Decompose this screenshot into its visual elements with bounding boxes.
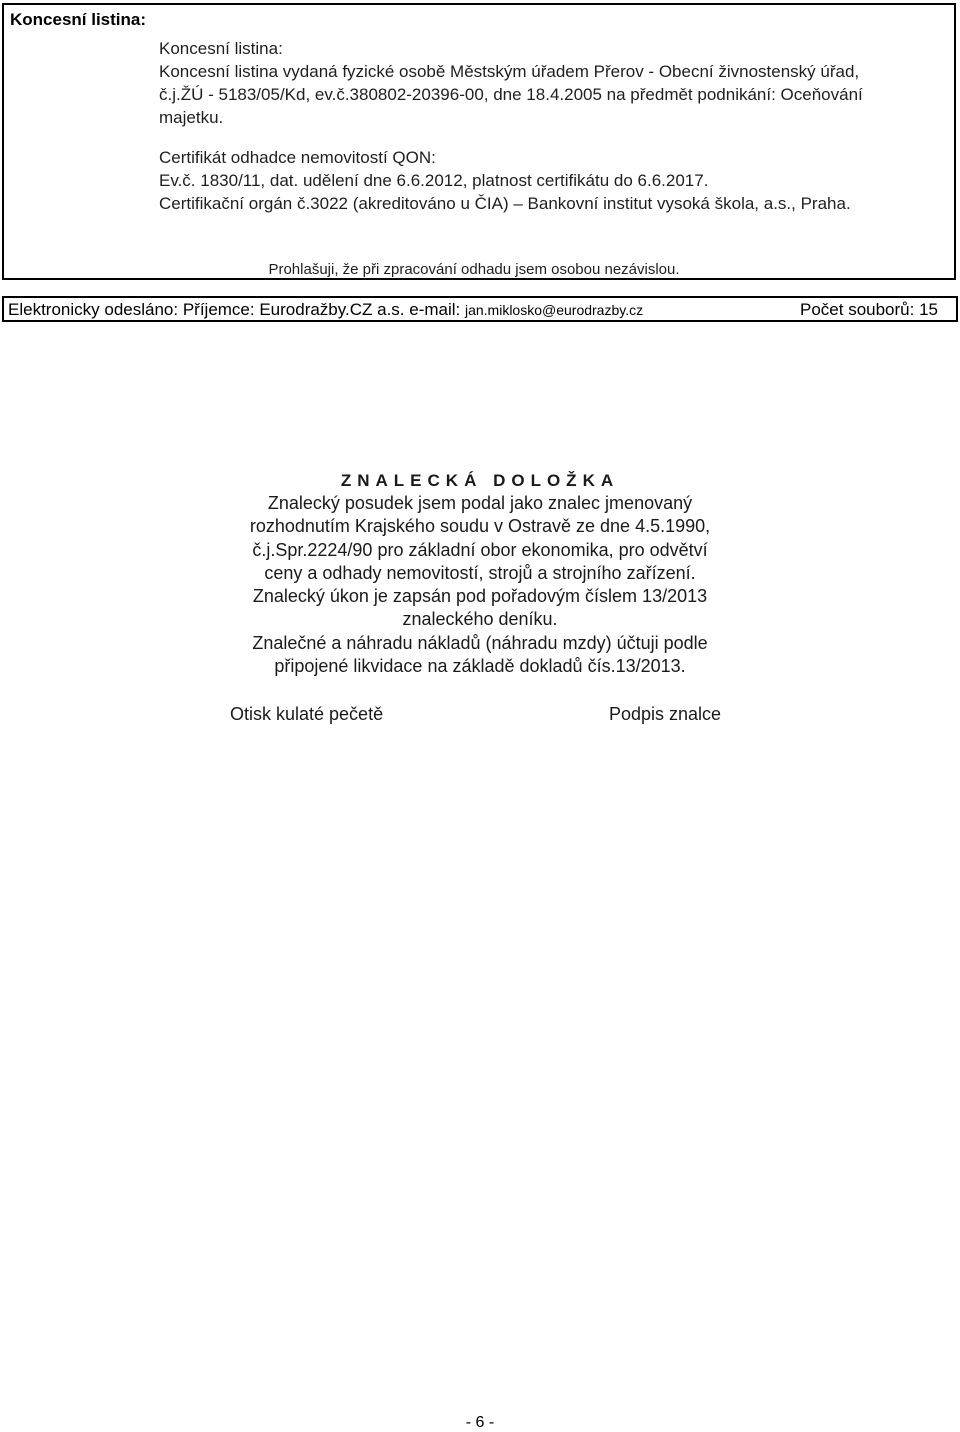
file-count: Počet souborů: 15 [800, 300, 938, 319]
seal-label: Otisk kulaté pečetě [230, 704, 384, 724]
recipient-email: jan.miklosko@eurodrazby.cz [464, 302, 644, 318]
certificate-line: Ev.č. 1830/11, dat. udělení dne 6.6.2012, platnost certifikátu do 6.6.2017. [159, 171, 709, 190]
clause-line: připojené likvidace na základě dokladů čís.13/2013. [274, 656, 686, 677]
concession-box [2, 3, 956, 280]
clause-line: Znalecký úkon je zapsán pod pořadovým číslem 13/2013 [252, 586, 708, 607]
signature-label: Podpis znalce [609, 704, 722, 724]
independence-declaration: Prohlašuji, že při zpracování odhadu jsem osobou nezávislou. [268, 261, 680, 278]
clause-line: Znalečné a náhradu nákladů (náhradu mzdy) účtuji podle [252, 632, 708, 653]
clause-line: znaleckého deníku. [402, 609, 558, 630]
concession-line: č.j.ŽÚ - 5183/05/Kd, ev.č.380802-20396-00, dne 18.4.2005 na předmět podnikání: Oceňování [159, 85, 863, 104]
concession-heading: Koncesní listina: [10, 10, 147, 29]
concession-body [159, 37, 939, 215]
page-number: - 6 - [465, 1414, 495, 1431]
expert-clause [0, 470, 960, 678]
concession-line: majetku. [159, 108, 224, 127]
certificate-line: Certifikát odhadce nemovitostí QON: [159, 148, 436, 167]
clause-title: ZNALECKÁ DOLOŽKA [340, 471, 620, 490]
clause-line: ceny a odhady nemovitostí, strojů a strojního zařízení. [264, 562, 696, 583]
certificate-line: Certifikační orgán č.3022 (akreditováno u ČIA) – Bankovní institut vysoká škola, a.s., Praha. [159, 194, 851, 213]
clause-line: č.j.Spr.2224/90 pro základní obor ekonomika, pro odvětví [252, 539, 708, 560]
send-info [8, 299, 643, 321]
clause-line: rozhodnutím Krajského soudu v Ostravě ze dne 4.5.1990, [249, 516, 711, 537]
concession-line: Koncesní listina: [159, 39, 283, 58]
concession-line: Koncesní listina vydaná fyzické osobě Městským úřadem Přerov - Obecní živnostenský úřad, [159, 62, 860, 81]
electronic-send-bar [2, 296, 958, 322]
send-recipient: Elektronicky odesláno: Příjemce: Eurodražby.CZ a.s. e-mail: [8, 300, 465, 319]
clause-line: Znalecký posudek jsem podal jako znalec jmenovaný [267, 493, 693, 513]
